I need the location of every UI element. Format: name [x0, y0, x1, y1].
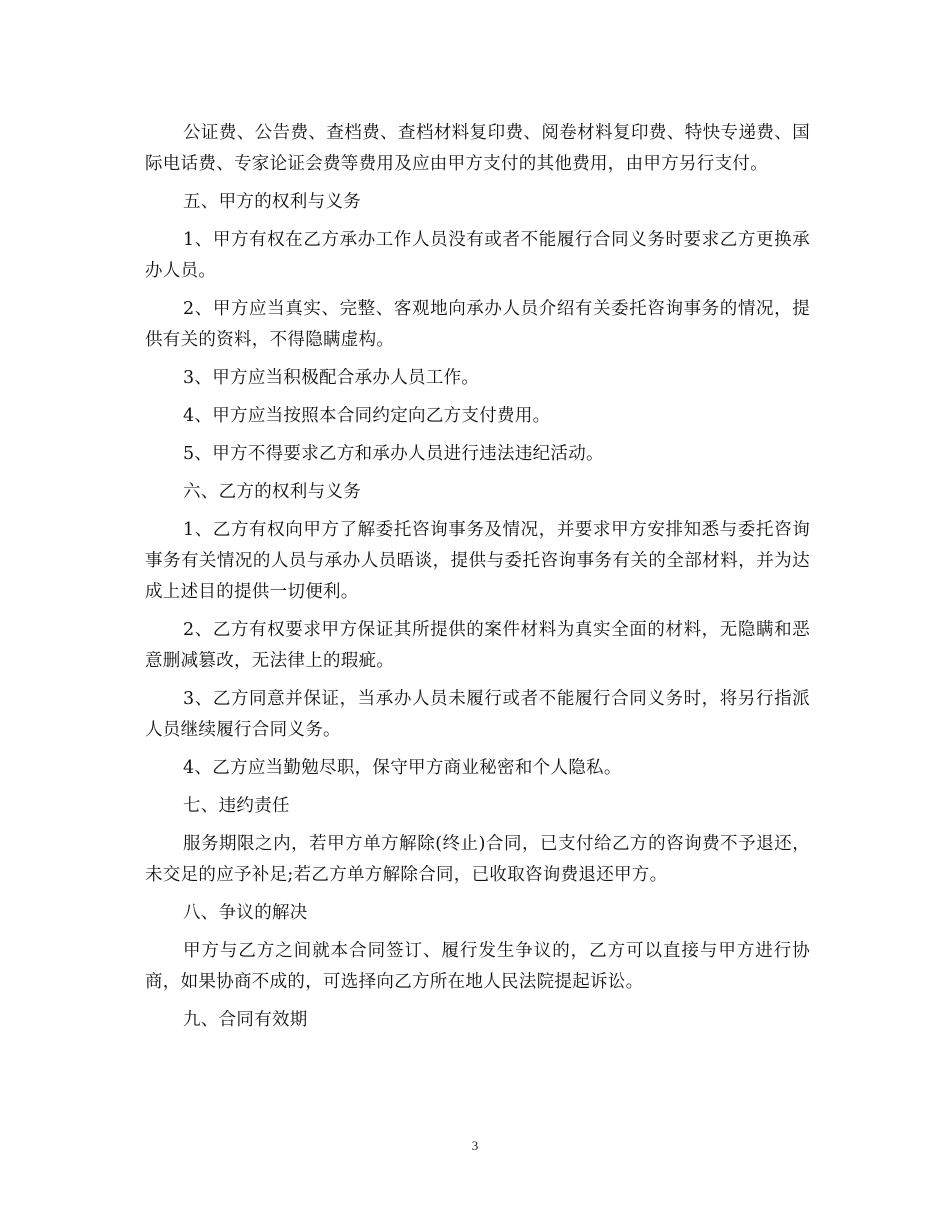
- heading-section-5: 五、甲方的权利与义务: [183, 192, 361, 212]
- document-body: [145, 118, 810, 1036]
- paragraph-8-1: 甲方与乙方之间就本合同签订、履行发生争议的，乙方可以直接与甲方进行协商，如果协商不成的，可选择向乙方所在地人民法院提起诉讼。: [145, 941, 810, 992]
- heading-section-7: 七、违约责任: [183, 796, 290, 816]
- paragraph-5-3: 3、甲方应当积极配合承办人员工作。: [183, 368, 480, 388]
- paragraph-5-4: 4、甲方应当按照本合同约定向乙方支付费用。: [183, 406, 551, 426]
- paragraph-5-2: 2、甲方应当真实、完整、客观地向承办人员介绍有关委托咨询事务的情况，提供有关的资料，不得隐瞒虚构。: [145, 299, 810, 350]
- heading-section-8: 八、争议的解决: [183, 903, 308, 923]
- paragraph-6-2: 2、乙方有权要求甲方保证其所提供的案件材料为真实全面的材料，无隐瞒和恶意删减篡改，无法律上的瑕疵。: [145, 620, 810, 671]
- heading-section-6: 六、乙方的权利与义务: [183, 482, 361, 502]
- paragraph-7-1: 服务期限之内，若甲方单方解除(终止)合同，已支付给乙方的咨询费不予退还，未交足的应予补足;若乙方单方解除合同，已收取咨询费退还甲方。: [145, 834, 810, 885]
- heading-section-9: 九、合同有效期: [183, 1010, 308, 1030]
- page-number: 3: [471, 1138, 479, 1153]
- paragraph-6-4: 4、乙方应当勤勉尽职，保守甲方商业秘密和个人隐私。: [183, 758, 622, 778]
- paragraph-6-3: 3、乙方同意并保证，当承办人员未履行或者不能履行合同义务时，将另行指派人员继续履行合同义务。: [145, 689, 810, 740]
- paragraph-fees: 公证费、公告费、查档费、查档材料复印费、阅卷材料复印费、特快专递费、国际电话费、专家论证会费等费用及应由甲方支付的其他费用，由甲方另行支付。: [145, 123, 810, 174]
- paragraph-6-1: 1、乙方有权向甲方了解委托咨询事务及情况，并要求甲方安排知悉与委托咨询事务有关情况的人员与承办人员晤谈，提供与委托咨询事务有关的全部材料，并为达成上述目的提供一切便利。: [145, 520, 810, 602]
- paragraph-5-1: 1、甲方有权在乙方承办工作人员没有或者不能履行合同义务时要求乙方更换承办人员。: [145, 230, 810, 281]
- paragraph-5-5: 5、甲方不得要求乙方和承办人员进行违法违纪活动。: [183, 444, 604, 464]
